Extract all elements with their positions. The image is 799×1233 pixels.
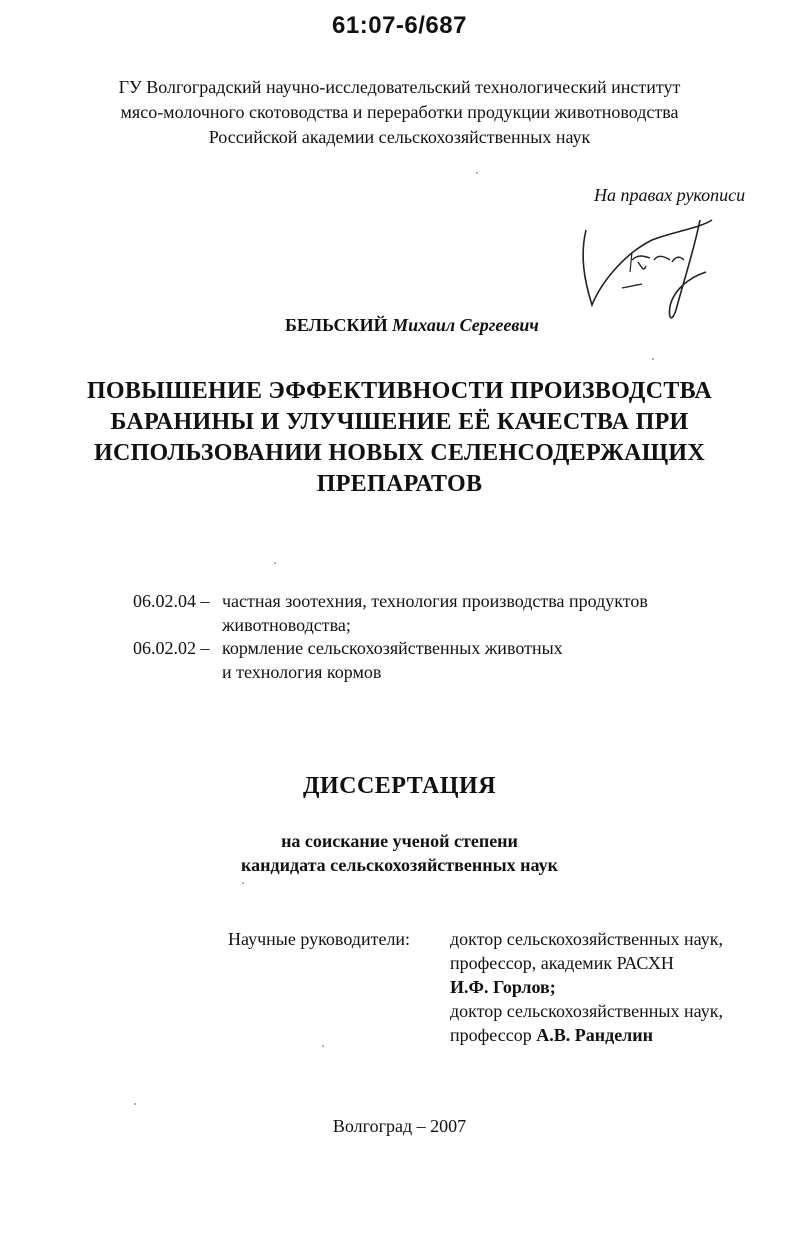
specialty-description-continued: животноводства;	[222, 615, 351, 635]
document-type: ДИССЕРТАЦИЯ	[302, 773, 497, 799]
author-given-names: Михаил Сергеевич	[392, 315, 539, 335]
supervisors-label: Научные руководители:	[228, 929, 411, 949]
title-line-3: ИСПОЛЬЗОВАНИИ НОВЫХ СЕЛЕНСОДЕРЖАЩИХ	[93, 440, 706, 466]
author-surname: БЕЛЬСКИЙ	[285, 315, 388, 335]
scan-speck	[134, 1103, 136, 1105]
scan-speck	[242, 882, 244, 884]
title-line-4: ПРЕПАРАТОВ	[316, 471, 483, 497]
title-line-1: ПОВЫШЕНИЕ ЭФФЕКТИВНОСТИ ПРОИЗВОДСТВА	[86, 378, 713, 404]
specialty-1	[0, 589, 799, 613]
degree-line-2: кандидата сельскохозяйственных наук	[241, 855, 558, 875]
specialty-2	[0, 636, 799, 660]
scan-speck	[476, 172, 478, 174]
handwritten-signature	[572, 210, 722, 325]
rights-note: На правах рукописи	[594, 185, 746, 205]
specialty-description-continued: и технология кормов	[222, 662, 382, 682]
supervisor-2-name: А.В. Ранделин	[536, 1025, 654, 1045]
institution-line-2: мясо-молочного скотоводства и переработки продукции животноводства	[120, 102, 679, 122]
institution-line-1: ГУ Волгоградский научно-исследовательский технологический институт	[118, 77, 681, 97]
supervisor-1-title: профессор, академик РАСХН	[450, 953, 674, 973]
supervisor-1-name: И.Ф. Горлов;	[450, 977, 556, 997]
specialty-2-continued	[0, 660, 799, 684]
specialty-description: частная зоотехния, технология производства продуктов	[222, 591, 648, 611]
degree-line-1: на соискание ученой степени	[281, 831, 518, 851]
supervisor-2-degree: доктор сельскохозяйственных наук,	[450, 1001, 723, 1021]
specialty-1-continued	[0, 613, 799, 637]
supervisor-2-prefix: профессор	[450, 1025, 532, 1045]
city-year: Волгоград – 2007	[332, 1116, 467, 1136]
scan-speck	[274, 562, 276, 564]
specialty-code: 06.02.02 –	[133, 638, 210, 658]
catalog-number: 61:07-6/687	[332, 12, 467, 39]
supervisor-2-title	[450, 1023, 653, 1047]
supervisor-1-degree: доктор сельскохозяйственных наук,	[450, 929, 723, 949]
specialty-description: кормление сельскохозяйственных животных	[222, 638, 563, 658]
title-line-2: БАРАНИНЫ И УЛУЧШЕНИЕ ЕЁ КАЧЕСТВА ПРИ	[110, 409, 689, 435]
scan-speck	[322, 1045, 324, 1047]
scan-speck	[652, 358, 654, 360]
author-name	[285, 315, 539, 336]
specialty-code: 06.02.04 –	[133, 591, 210, 611]
institution-line-3: Российской академии сельскохозяйственных наук	[208, 127, 591, 147]
